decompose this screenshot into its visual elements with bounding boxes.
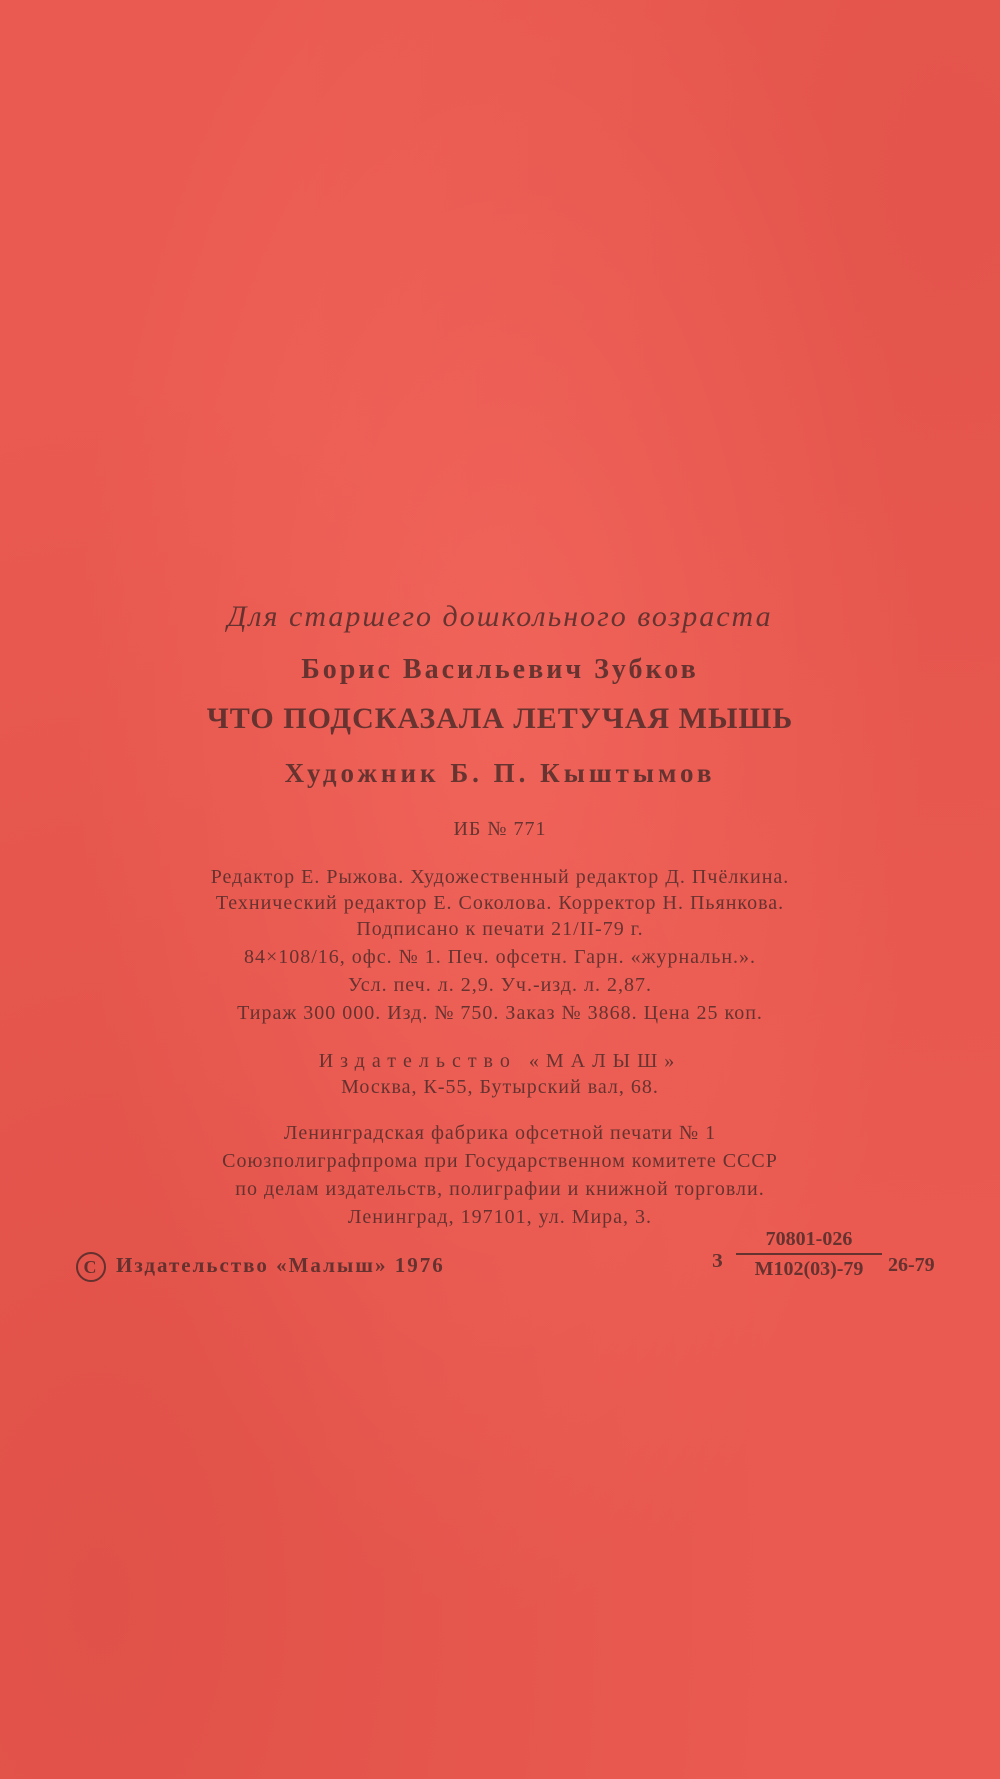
- printer-line: Ленинград, 197101, ул. Мира, 3.: [347, 1206, 653, 1228]
- copyright-line: [76, 1252, 445, 1282]
- catalog-index-denominator: М102(03)-79: [754, 1258, 864, 1280]
- audience-line: Для старшего дошкольного возраста: [227, 600, 773, 633]
- credits-line: Усл. печ. л. 2,9. Уч.-изд. л. 2,87.: [347, 974, 652, 996]
- credits-line: Редактор Е. Рыжова. Художественный редактор Д. Пчёлкина.: [210, 866, 790, 888]
- author-name: Борис Васильевич Зубков: [301, 654, 699, 685]
- credits-line: Тираж 300 000. Изд. № 750. Заказ № 3868. Цена 25 коп.: [237, 1002, 763, 1024]
- printer-line: по делам издательств, полиграфии и книжной торговли.: [235, 1178, 765, 1200]
- ib-number: ИБ № 771: [453, 818, 547, 840]
- credits-line: 84×108/16, офс. № 1. Печ. офсетн. Гарн. «журнальн.».: [243, 946, 757, 968]
- credits-line: Технический редактор Е. Соколова. Корректор Н. Пьянкова.: [215, 892, 785, 914]
- publisher-name: Издательство «МАЛЫШ»: [318, 1050, 682, 1072]
- artist-name: Художник Б. П. Кыштымов: [284, 758, 716, 788]
- printer-line: Союзполиграфпрома при Государственном комитете СССР: [222, 1150, 778, 1172]
- copyright-icon: C: [76, 1252, 106, 1282]
- catalog-index-prefix: З: [712, 1250, 723, 1272]
- copyright-text: Издательство «Малыш» 1976: [116, 1252, 445, 1277]
- publisher-address: Москва, К-55, Бутырский вал, 68.: [341, 1076, 659, 1098]
- catalog-index-suffix: 26-79: [888, 1254, 935, 1276]
- book-title: ЧТО ПОДСКАЗАЛА ЛЕТУЧАЯ МЫШЬ: [206, 702, 794, 735]
- printer-line: Ленинградская фабрика офсетной печати № 1: [283, 1122, 717, 1144]
- credits-line: Подписано к печати 21/II-79 г.: [356, 918, 644, 940]
- catalog-index-numerator: 70801-026: [736, 1228, 882, 1255]
- catalog-index-fraction: [736, 1228, 882, 1281]
